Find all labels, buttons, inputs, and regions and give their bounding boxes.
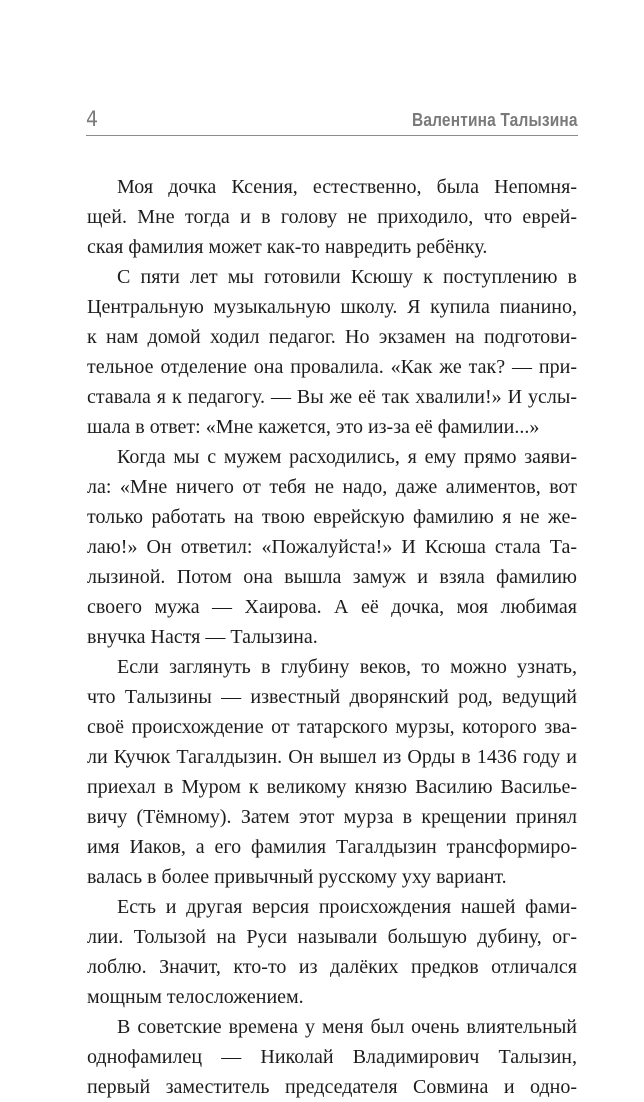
text-line: первый заместитель председателя Совмина и одно-: [87, 1076, 577, 1098]
text-line: лызиной. Потом она вышла замуж и взяла фамилию: [87, 566, 577, 588]
body-text: [87, 172, 577, 1102]
text-line: ли Кучюк Тагалдызин. Он вышел из Орды в 1436 году и: [87, 746, 577, 768]
text-line: валась в более привычный русскому уху вариант.: [87, 866, 507, 888]
text-line: лоблю. Значит, кто-то из далёких предков отличался: [87, 956, 577, 978]
text-line: Моя дочка Ксения, естественно, была Непомня-: [117, 176, 577, 198]
text-line: лаю!» Он ответил: «Пожалуйста!» И Ксюша стала Та-: [87, 536, 577, 558]
text-line: приехал в Муром к великому князю Василию Василье-: [87, 776, 577, 798]
text-line: Центральную музыкальную школу. Я купила пианино,: [87, 296, 577, 318]
text-line: Если заглянуть в глубину веков, то можно узнать,: [117, 656, 577, 678]
text-line: вичу (Тёмному). Затем этот мурза в крещении принял: [87, 806, 577, 828]
text-line: С пяти лет мы готовили Ксюшу к поступлению в: [117, 266, 577, 288]
text-line: ская фамилия может как-то навредить ребёнку.: [87, 236, 488, 258]
text-line: ставала я к педагогу. — Вы же её так хвалили!» И услы-: [87, 386, 577, 408]
header-rule: [86, 135, 578, 136]
text-line: к нам домой ходил педагог. Но экзамен на подготови-: [87, 326, 577, 348]
text-line: тельное отделение она провалила. «Как же так? — при-: [87, 356, 577, 378]
text-line: В советские времена у меня был очень влиятельный: [117, 1016, 577, 1038]
text-line: имя Иаков, а его фамилия Тагалдызин трансформиро-: [87, 836, 577, 858]
text-line: Есть и другая версия происхождения нашей фами-: [117, 896, 577, 918]
text-line: мощным телосложением.: [87, 986, 304, 1008]
text-line: своего мужа — Хаирова. А её дочка, моя любимая: [87, 596, 577, 618]
text-line: однофамилец — Николай Владимирович Талызин,: [87, 1046, 577, 1068]
running-head: Валентина Талызина: [412, 110, 578, 130]
text-line: внучка Настя — Талызина.: [87, 626, 318, 648]
text-line: что Талызины — известный дворянский род, ведущий: [87, 686, 577, 708]
page-header: [86, 105, 578, 137]
text-line: только работать на твою еврейскую фамилию я не же-: [87, 506, 577, 528]
text-line: шала в ответ: «Мне кажется, это из-за её фамилии...»: [87, 416, 540, 438]
page-number: 4: [86, 107, 99, 131]
text-line: Когда мы с мужем расходились, я ему прямо заяви-: [117, 446, 577, 468]
text-line: лии. Толызой на Руси называли большую дубину, ог-: [87, 926, 577, 948]
text-line: щей. Мне тогда и в голову не приходило, что еврей-: [87, 206, 577, 228]
text-line: своё происхождение от татарского мурзы, которого зва-: [87, 716, 577, 738]
text-line: ла: «Мне ничего от тебя не надо, даже алиментов, вот: [87, 476, 577, 498]
